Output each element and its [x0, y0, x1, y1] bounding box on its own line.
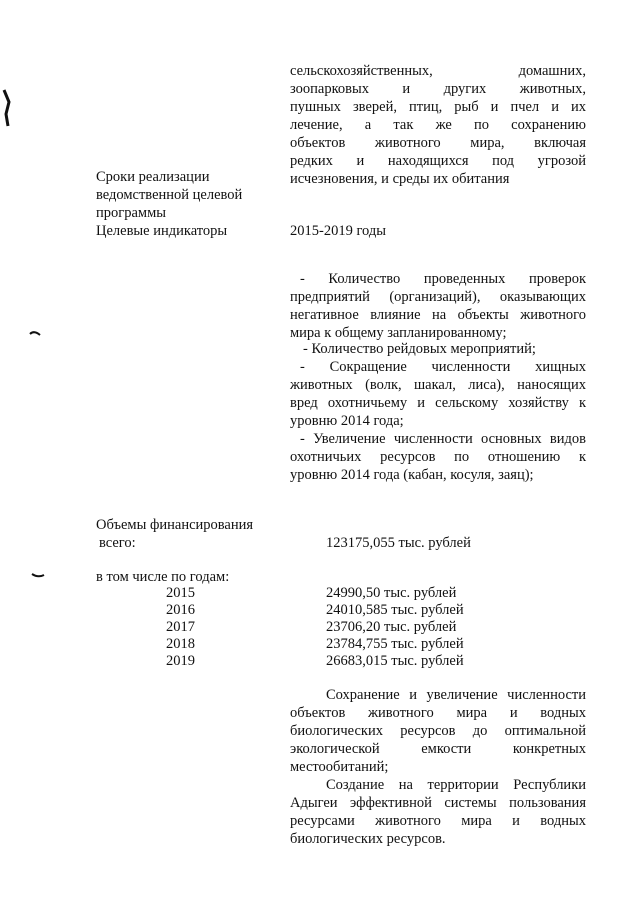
result-line: местообитаний;: [290, 759, 389, 775]
financing-by-years-label: в том числе по годам:: [96, 569, 230, 585]
result-line: Адыгеи эффективной системы пользования: [290, 795, 586, 811]
result-line: биологических ресурсов до оптимальной: [290, 723, 586, 739]
indicator-line: - Увеличение численности основных видов: [300, 431, 586, 447]
financing-amount: 24010,585 тыс. рублей: [326, 602, 464, 618]
indicator-line: уровню 2014 года;: [290, 413, 404, 429]
result-line: объектов животного мира и водных: [290, 705, 586, 721]
scan-margin-mark: [30, 570, 46, 580]
scan-margin-mark: [28, 328, 42, 338]
terms-label-line: ведомственной целевой: [96, 187, 243, 203]
financing-year: 2016: [166, 602, 195, 618]
indicator-line: - Количество проведенных проверок: [300, 271, 586, 287]
financing-year: 2017: [166, 619, 195, 635]
indicator-line: животных (волк, шакал, лиса), наносящих: [290, 377, 586, 393]
result-line: экологической емкости конкретных: [290, 741, 586, 757]
indicator-line: вред охотничьему и сельскому хозяйству к: [290, 395, 586, 411]
scan-edge-mark-top: [0, 88, 12, 128]
indicator-line: - Сокращение численности хищных: [300, 359, 586, 375]
financing-year: 2015: [166, 585, 195, 601]
financing-total-label: всего:: [99, 535, 136, 551]
indicator-line: - Количество рейдовых мероприятий;: [303, 341, 536, 357]
indicator-line: охотничьих ресурсов по отношению к: [290, 449, 586, 465]
purpose-line: пушных зверей, птиц, рыб и пчел и их: [290, 99, 586, 115]
result-line: Сохранение и увеличение численности: [326, 687, 586, 703]
result-line: Создание на территории Республики: [326, 777, 586, 793]
financing-amount: 24990,50 тыс. рублей: [326, 585, 457, 601]
result-line: ресурсами животного мира и водных: [290, 813, 586, 829]
financing-amount: 23706,20 тыс. рублей: [326, 619, 457, 635]
indicators-label: Целевые индикаторы: [96, 223, 228, 239]
indicator-line: негативное влияние на объекты животного: [290, 307, 586, 323]
indicator-line: уровню 2014 года (кабан, косуля, заяц);: [290, 467, 534, 483]
financing-amount: 26683,015 тыс. рублей: [326, 653, 464, 669]
indicator-line: предприятий (организаций), оказывающих: [290, 289, 586, 305]
purpose-line: зоопарковых и других животных,: [290, 81, 586, 97]
indicator-line: мира к общему запланированному;: [290, 325, 507, 341]
result-line: биологических ресурсов.: [290, 831, 446, 847]
terms-label-line: программы: [96, 205, 166, 221]
financing-label: Объемы финансирования: [96, 517, 254, 533]
financing-year: 2018: [166, 636, 195, 652]
terms-label-line: Сроки реализации: [96, 169, 210, 185]
financing-total-value: 123175,055 тыс. рублей: [326, 535, 471, 551]
financing-year: 2019: [166, 653, 195, 669]
purpose-line: сельскохозяйственных, домашних,: [290, 63, 586, 79]
purpose-line: лечение, а так же по сохранению: [290, 117, 586, 133]
purpose-line: редких и находящихся под угрозой: [290, 153, 586, 169]
terms-value: 2015-2019 годы: [290, 223, 386, 239]
purpose-line: исчезновения, и среды их обитания: [290, 171, 510, 187]
purpose-line: объектов животного мира, включая: [290, 135, 586, 151]
financing-amount: 23784,755 тыс. рублей: [326, 636, 464, 652]
